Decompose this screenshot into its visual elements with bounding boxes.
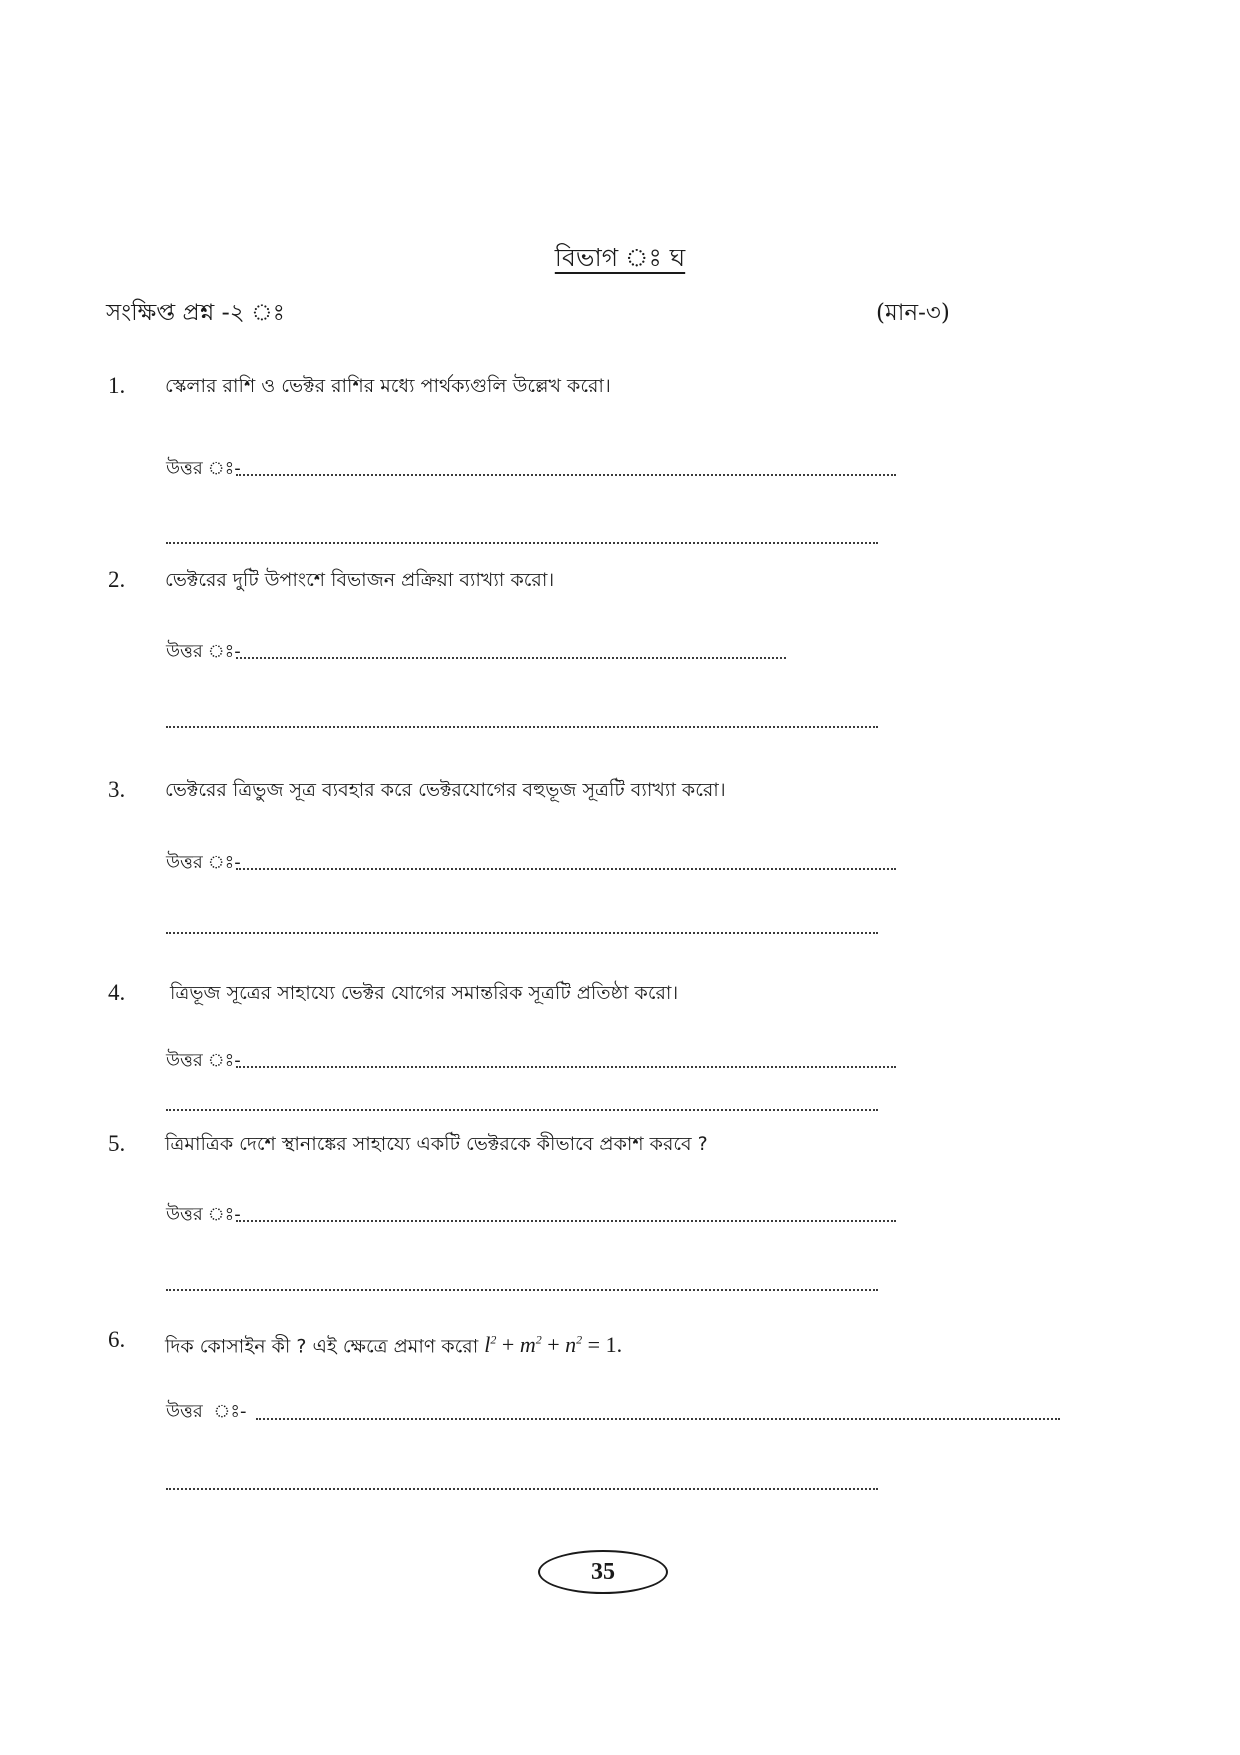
formula-exponent: 2 <box>535 1333 542 1347</box>
answer-line[interactable] <box>236 474 896 476</box>
answer-label: উত্তর ঃ- <box>166 641 241 662</box>
section-title <box>0 238 1240 278</box>
question-text: দিক কোসাইন কী ? এই ক্ষেত্রে প্রমাণ করো <box>165 1335 479 1358</box>
formula-exponent: 2 <box>576 1333 583 1347</box>
answer-label: উত্তর ঃ- <box>166 1204 241 1225</box>
marks-label: (মান-৩) <box>876 300 950 326</box>
question-text: ভেক্টরের ত্রিভুজ সূত্র ব্যবহার করে ভেক্টরযোগের বহুভূজ সূত্রটি ব্যাখ্যা করো। <box>165 779 726 801</box>
formula-exponent: 2 <box>490 1333 497 1347</box>
question-number: 4. <box>108 980 126 1005</box>
answer-label: উত্তর ঃ- <box>166 1401 247 1422</box>
formula-plus: + <box>501 1332 515 1358</box>
answer-line[interactable] <box>166 1488 878 1490</box>
question-number: 2. <box>108 567 126 592</box>
question-text-with-formula <box>165 1324 622 1362</box>
answer-line[interactable] <box>166 1289 878 1291</box>
answer-line[interactable] <box>236 1066 896 1068</box>
question-text: ভেক্টরের দুটি উপাংশে বিভাজন প্রক্রিয়া ব্যাখ্যা করো। <box>165 569 555 591</box>
formula-plus: + <box>547 1332 560 1358</box>
formula-equals: = <box>587 1332 601 1358</box>
formula-rhs: 1. <box>605 1332 623 1358</box>
answer-label: উত্তর ঃ- <box>166 1050 241 1071</box>
answer-line[interactable] <box>166 1109 878 1111</box>
question-number: 3. <box>108 777 126 802</box>
question-text: স্কেলার রাশি ও ভেক্টর রাশির মধ্যে পার্থক্যগুলি উল্লেখ করো। <box>165 375 611 397</box>
answer-line[interactable] <box>166 726 878 728</box>
formula-l: l <box>484 1332 491 1358</box>
formula-n: n <box>565 1332 577 1358</box>
section-title-text: বিভাগ ঃ ঘ <box>554 243 686 272</box>
answer-line[interactable] <box>166 932 878 934</box>
answer-label: উত্তর ঃ- <box>166 458 241 479</box>
formula-m: m <box>519 1332 536 1358</box>
question-text: ত্রিভূজ সূত্রের সাহায্যে ভেক্টর যোগের সমান্তরিক সূত্রটি প্রতিষ্ঠা করো। <box>170 982 679 1004</box>
question-number: 6. <box>108 1327 126 1352</box>
answer-line[interactable] <box>236 868 896 870</box>
answer-line[interactable] <box>256 1418 1060 1420</box>
answer-line[interactable] <box>166 542 878 544</box>
question-number: 5. <box>108 1131 126 1156</box>
subheading-label: সংক্ষিপ্ত প্রশ্ন -২ ঃ <box>106 300 285 326</box>
page-number: 35 <box>591 1559 615 1585</box>
formula <box>484 1332 622 1357</box>
page-number-badge <box>538 1550 668 1594</box>
answer-line[interactable] <box>236 657 786 659</box>
answer-line[interactable] <box>236 1220 896 1222</box>
question-text: ত্রিমাত্রিক দেশে স্থানাঙ্কের সাহায্যে একটি ভেক্টরকে কীভাবে প্রকাশ করবে ? <box>165 1133 708 1155</box>
answer-label: উত্তর ঃ- <box>166 852 241 873</box>
question-number: 1. <box>108 373 126 398</box>
